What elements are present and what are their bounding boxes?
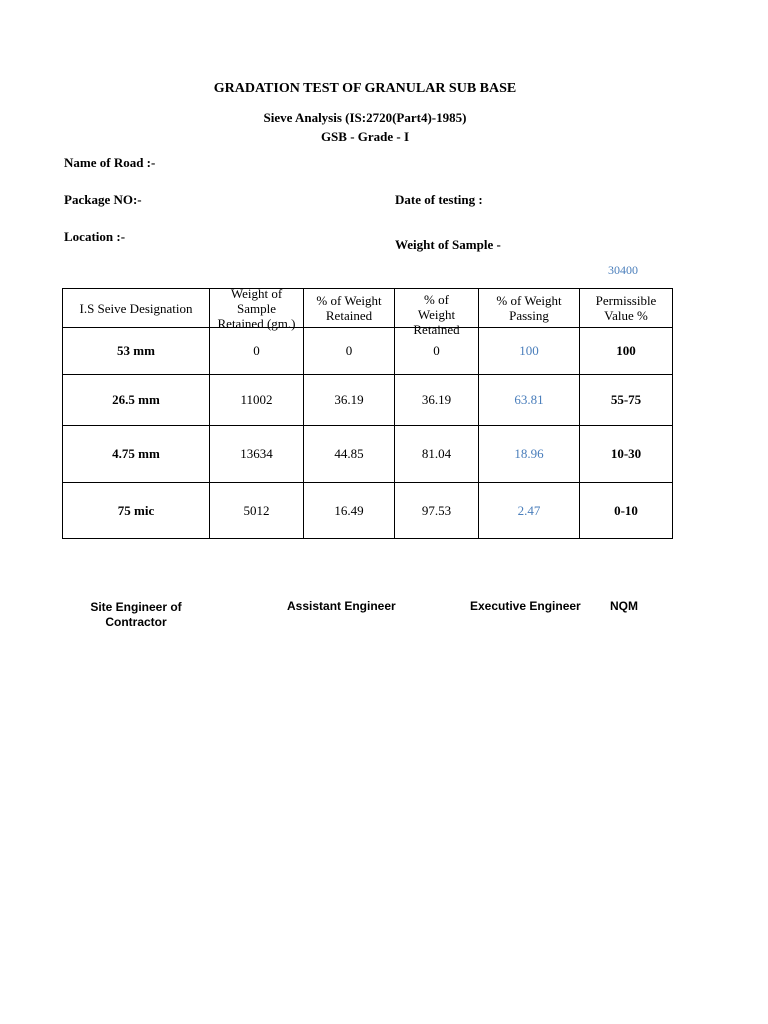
cumulative-retained-cell: 36.19 (395, 375, 479, 426)
sieve-designation-cell: 4.75 mm (63, 426, 210, 483)
column-header: I.S Seive Designation (63, 289, 210, 328)
cumulative-retained-cell: 97.53 (395, 483, 479, 539)
column-header: % of Weight Retained (395, 289, 479, 328)
package-no-label: Package NO:- (64, 192, 142, 207)
percent-passing-cell: 2.47 (479, 483, 580, 539)
column-header: Weight of Sample Retained (gm.) (210, 289, 304, 328)
gradation-table (62, 285, 673, 539)
assistant-engineer-signature: Assistant Engineer (287, 599, 396, 613)
permissible-value-cell: 0-10 (580, 483, 673, 539)
permissible-value-cell: 100 (580, 328, 673, 375)
table-row (63, 328, 673, 375)
page-title: GRADATION TEST OF GRANULAR SUB BASE (213, 81, 517, 96)
table-header-row (63, 289, 673, 328)
column-header: % of Weight Passing (479, 289, 580, 328)
percent-retained-cell: 16.49 (304, 483, 395, 539)
page-subtitle: Sieve Analysis (IS:2720(Part4)-1985) (263, 110, 467, 125)
weight-retained-cell: 5012 (210, 483, 304, 539)
site-engineer-signature: Site Engineer of Contractor (90, 600, 182, 629)
nqm-signature: NQM (610, 599, 638, 613)
percent-passing-cell: 18.96 (479, 426, 580, 483)
column-header: % of Weight Retained (304, 289, 395, 328)
weight-retained-cell: 13634 (210, 426, 304, 483)
percent-retained-cell: 0 (304, 328, 395, 375)
weight-retained-cell: 0 (210, 328, 304, 375)
percent-passing-cell: 100 (479, 328, 580, 375)
sieve-designation-cell: 53 mm (63, 328, 210, 375)
table-row (63, 426, 673, 483)
percent-retained-cell: 36.19 (304, 375, 395, 426)
table-row (63, 483, 673, 539)
grade-label: GSB - Grade - I (320, 129, 410, 144)
weight-retained-cell: 11002 (210, 375, 304, 426)
sieve-designation-cell: 26.5 mm (63, 375, 210, 426)
name-of-road-label: Name of Road :- (64, 155, 156, 170)
percent-retained-cell: 44.85 (304, 426, 395, 483)
permissible-value-cell: 55-75 (580, 375, 673, 426)
date-of-testing-label: Date of testing : (395, 192, 483, 207)
cumulative-retained-cell: 81.04 (395, 426, 479, 483)
permissible-value-cell: 10-30 (580, 426, 673, 483)
weight-of-sample-label: Weight of Sample - (395, 237, 501, 252)
sieve-designation-cell: 75 mic (63, 483, 210, 539)
weight-of-sample-value: 30400 (608, 263, 638, 277)
location-label: Location :- (64, 229, 126, 244)
column-header: Permissible Value % (580, 289, 673, 328)
percent-passing-cell: 63.81 (479, 375, 580, 426)
cumulative-retained-cell: 0 (395, 328, 479, 375)
table-row (63, 375, 673, 426)
executive-engineer-signature: Executive Engineer (470, 599, 581, 613)
